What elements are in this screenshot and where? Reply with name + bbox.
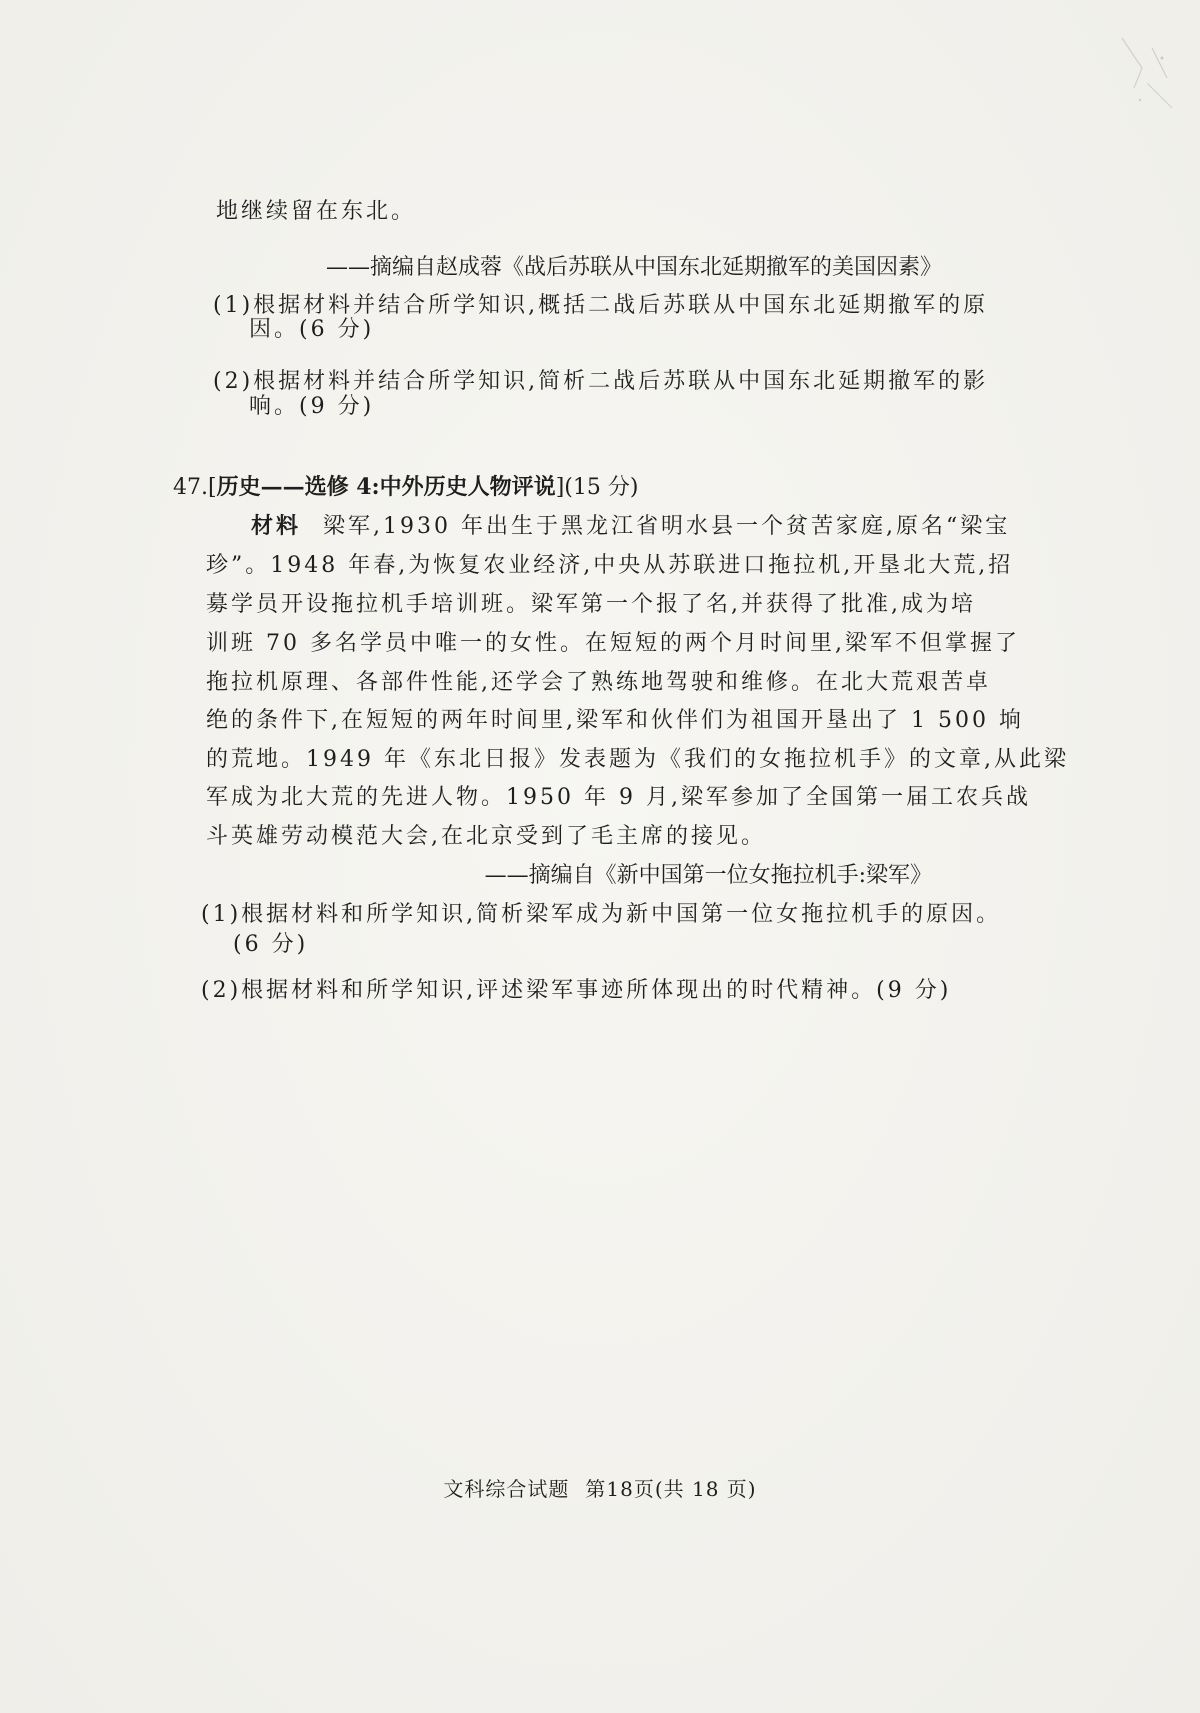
material-line-8: 军成为北大荒的先进人物。1950 年 9 月,梁军参加了全国第一届工农兵战 (206, 785, 1031, 810)
material-line-9: 斗英雄劳动模范大会,在北京受到了毛主席的接见。 (206, 824, 766, 849)
q47-question-2: (2)根据材料和所学知识,评述梁军事迹所体现出的时代精神。(9 分) (201, 978, 952, 1003)
question-2-line-2: 响。(9 分) (249, 394, 375, 419)
question-number: 47. (173, 475, 208, 500)
material-tail-line: 地继续留在东北。 (216, 199, 417, 224)
material-line-3: 募学员开设拖拉机手培训班。梁军第一个报了名,并获得了批准,成为培 (206, 592, 976, 617)
material-line-1 (251, 511, 1010, 542)
question-47-title: 历史——选修 4:中外历史人物评说 (216, 474, 556, 500)
question-2-line-1: (2)根据材料并结合所学知识,简析二战后苏联从中国东北延期撤军的影 (213, 369, 989, 394)
question-1-line-1: (1)根据材料并结合所学知识,概括二战后苏联从中国东北延期撤军的原 (213, 293, 989, 318)
q47-source: ——摘编自《新中国第一位女拖拉机手:梁军》 (484, 863, 932, 888)
material-source: ——摘编自赵成蓉《战后苏联从中国东北延期撤军的美国因素》 (325, 255, 942, 280)
heading-close-bracket: ] (555, 475, 565, 500)
question-1-line-2: 因。(6 分) (249, 317, 375, 342)
scan-smudge-mark (1112, 28, 1182, 118)
material-line-2: 珍”。1948 年春,为恢复农业经济,中央从苏联进口拖拉机,开垦北大荒,招 (206, 553, 1014, 578)
material-text: 梁军,1930 年出生于黑龙江省明水县一个贫苦家庭,原名“梁宝 (323, 514, 1011, 539)
q47-question-1-line-2: (6 分) (233, 932, 309, 957)
question-47-score: (15 分) (564, 475, 639, 500)
material-line-7: 的荒地。1949 年《东北日报》发表题为《我们的女拖拉机手》的文章,从此梁 (206, 747, 1069, 772)
footer-subject: 文科综合试题 (443, 1477, 570, 1501)
material-line-4: 训班 70 多名学员中唯一的女性。在短短的两个月时间里,梁军不但掌握了 (206, 631, 1020, 656)
q47-question-1-line-1: (1)根据材料和所学知识,简析梁军成为新中国第一位女拖拉机手的原因。 (201, 902, 1002, 927)
question-47-heading (173, 472, 638, 503)
heading-open-bracket: [ (208, 475, 217, 500)
page-footer (0, 1473, 1200, 1502)
footer-page-number: 第18页(共 18 页) (585, 1477, 757, 1501)
material-label: 材料 (251, 513, 302, 539)
material-line-5: 拖拉机原理、各部件性能,还学会了熟练地驾驶和维修。在北大荒艰苦卓 (206, 670, 991, 695)
material-line-6: 绝的条件下,在短短的两年时间里,梁军和伙伴们为祖国开垦出了 1 500 垧 (206, 708, 1024, 733)
